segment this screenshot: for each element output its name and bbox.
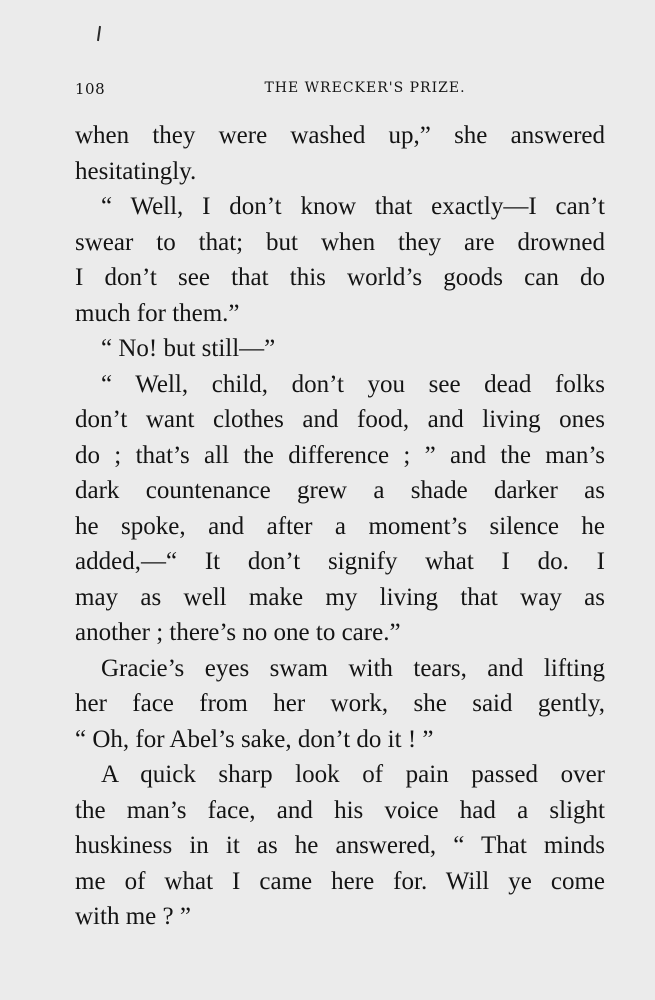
text-line: me of what I came here for. Will ye come	[75, 867, 605, 895]
text-line: huskiness in it as he answered, “ That minds	[75, 832, 605, 859]
text-line: dark countenance grew a shade darker as	[75, 477, 605, 504]
text-line: A quick sharp look of pain passed over	[101, 761, 605, 788]
text-line: “ Well, child, don’t you see dead folks	[101, 370, 605, 398]
text-line: don’t want clothes and food, and living ones	[75, 406, 605, 433]
text-line: Gracie’s eyes swam with tears, and lifting	[101, 654, 605, 682]
text-line: hesitatingly.	[75, 157, 197, 185]
text-line: with me ? ”	[75, 903, 191, 930]
text-line: added,—“ It don’t signify what I do. I	[75, 548, 605, 575]
text-line: her face from her work, she said gently,	[75, 690, 605, 717]
text-line: when they were washed up,” she answered	[75, 122, 605, 149]
text-line: much for them.”	[75, 299, 240, 327]
text-line: “ No! but still—”	[101, 335, 276, 362]
ink-mark	[97, 26, 101, 41]
text-line: “ Well, I don’t know that exactly—I can’t	[101, 193, 605, 220]
text-line: may as well make my living that way as	[75, 583, 605, 611]
text-line: he spoke, and after a moment’s silence he	[75, 512, 605, 540]
text-line: another ; there’s no one to care.”	[75, 619, 401, 646]
page-header	[75, 80, 605, 102]
text-line: swear to that; but when they are drowned	[75, 228, 605, 256]
text-line: the man’s face, and his voice had a slight	[75, 796, 605, 824]
page-number: 108	[75, 80, 106, 98]
text-line: do ; that’s all the difference ; ” and the man’s	[75, 441, 605, 469]
text-line: I don’t see that this world’s goods can do	[75, 264, 605, 291]
body-text	[75, 118, 605, 935]
text-line: “ Oh, for Abel’s sake, don’t do it ! ”	[75, 725, 434, 753]
running-title: THE WRECKER'S PRIZE.	[264, 80, 466, 96]
